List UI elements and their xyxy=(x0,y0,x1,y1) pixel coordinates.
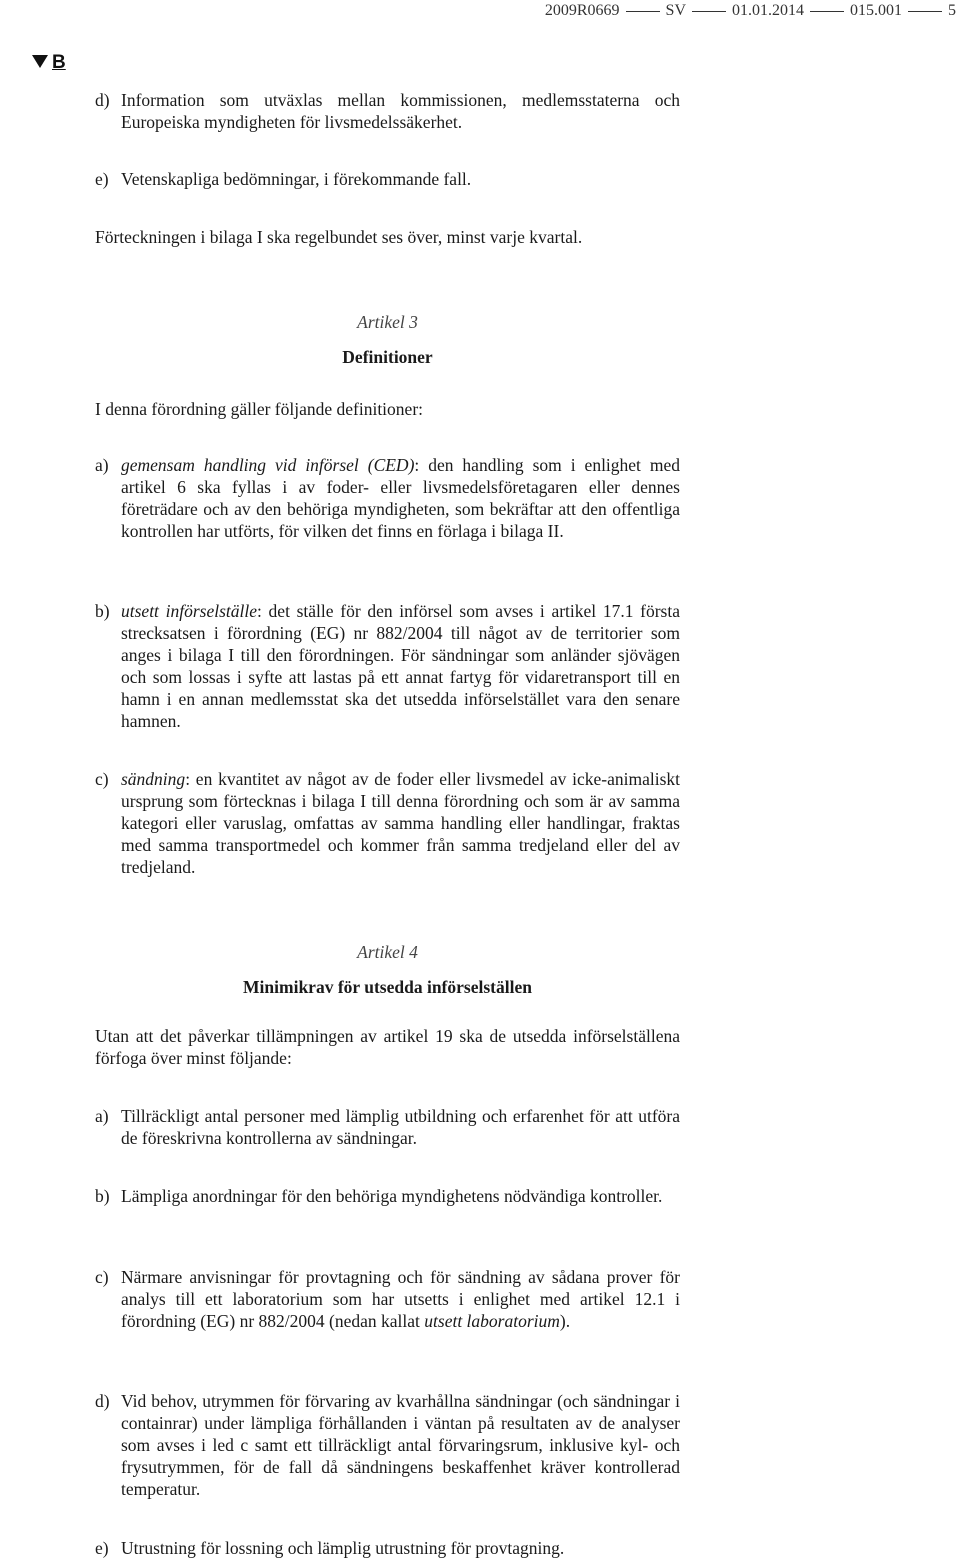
defined-term: utsett laboratorium xyxy=(424,1311,560,1331)
article-3-intro: I denna förordning gäller följande definitioner: xyxy=(95,399,424,419)
defined-term: utsett införselställe xyxy=(121,601,257,621)
doc-version: 015.001 xyxy=(850,2,902,19)
article-4-number: Artikel 4 xyxy=(357,942,418,962)
running-header xyxy=(545,2,956,20)
amendment-letter: B xyxy=(52,52,66,73)
definition-item-c: c) sändning: en kvantitet av något av de foder eller livsmedel av icke-animaliskt ursprung som förtecknas i bilaga I till denna förordning och som är av samma kategori eller varuslag, omfattas av samma handling eller handlingar, fraktas med samma transportmedel och kommer från samma tredjeland eller del av tredjeland. xyxy=(95,769,680,877)
article-3-number: Artikel 3 xyxy=(357,312,418,332)
doc-date: 01.01.2014 xyxy=(732,2,804,19)
article-4-intro: Utan att det påverkar tillämpningen av artikel 19 ska de utsedda införselställena förfoga över minst följande: xyxy=(95,1026,680,1068)
requirement-item-b: b) Lämpliga anordningar för den behöriga myndighetens nödvändiga kontroller. xyxy=(95,1186,663,1206)
review-note: Förteckningen i bilaga I ska regelbundet ses över, minst varje kvartal. xyxy=(95,227,583,247)
definition-item-b: b) utsett införselställe: det ställe för den införsel som avses i artikel 17.1 första strecksatsen i förordning (EG) nr 882/2004 till något av de territorier som anges i bilaga I till den förordningen. För sändningar som anländer sjövägen och som lossas i syfte att lastas på ett annat fartyg för vidaretransport till en hamn i en annan medlemsstat ska det utsedda införselstället vara den senare hamnen. xyxy=(95,601,680,731)
defined-term: gemensam handling vid införsel (CED) xyxy=(121,455,415,475)
list-item: d) Information som utväxlas mellan kommissionen, medlemsstaterna och Europeiska myndigheten för livsmedelssäkerhet. xyxy=(95,90,680,132)
list-item: e) Vetenskapliga bedömningar, i förekommande fall. xyxy=(95,169,472,189)
article-4-heading: Minimikrav för utsedda införselställen xyxy=(243,977,532,997)
requirement-item-d: d) Vid behov, utrymmen för förvaring av kvarhållna sändningar (och sändningar i containrar) under lämpliga förhållanden i väntan på resultaten av de analyser som avses i led c samt ett tillräckligt antal förvaringsrum, inklusive kyl- och frysutrymmen, för de fall då sändningens beskaffenhet kräver kontrollerad temperatur. xyxy=(95,1391,680,1499)
doc-code: 2009R0669 xyxy=(544,2,620,19)
triangle-down-icon xyxy=(32,55,48,68)
requirement-item-a: a) Tillräckligt antal personer med lämplig utbildning och erfarenhet för att utföra de föreskrivna kontrollerna av sändningar. xyxy=(95,1106,680,1148)
requirement-item-c: c) Närmare anvisningar för provtagning och för sändning av sådana prover för analys till ett laboratorium som har utsetts i enlighet med artikel 12.1 i förordning (EG) nr 882/2004 (nedan kallat utsett laboratorium). xyxy=(95,1267,680,1331)
doc-lang: SV xyxy=(665,2,686,19)
requirement-item-e: e) Utrustning för lossning och lämplig utrustning för provtagning. xyxy=(95,1538,565,1558)
page-number: 5 xyxy=(948,2,956,19)
amendment-marker xyxy=(32,52,66,74)
article-3-heading: Definitioner xyxy=(342,347,433,367)
defined-term: sändning xyxy=(121,769,186,789)
definition-item-a: a) gemensam handling vid införsel (CED): den handling som i enlighet med artikel 6 ska fyllas i av foder- eller livsmedelsföretagaren eller dennes företrädare och av den behöriga myndigheten, som bekräftar att den offentliga kontrollen har utförts, för vilken det finns en förlaga i bilaga II. xyxy=(95,455,681,541)
